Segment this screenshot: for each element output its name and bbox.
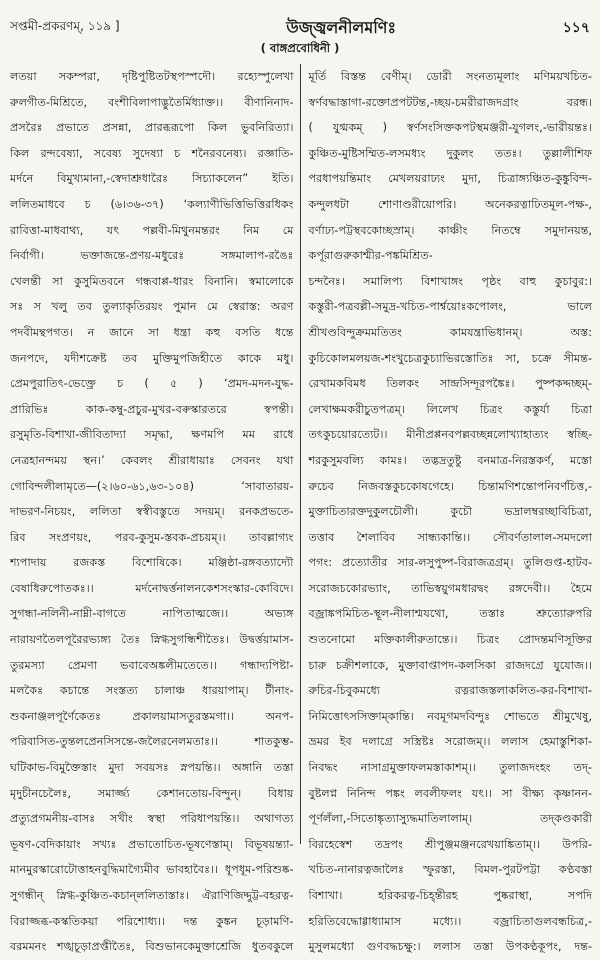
left-column <box>10 64 301 954</box>
text-line: তত্তাব শৈলাবিব সান্ধ্যকান্তি।। সৌবর্ণতালাল-সমদলো <box>308 530 592 544</box>
text-line: বজ্রাঙ্কপমিচিত-স্থূল-নীলাশ্মযথো, তস্তাঃ শ্রুত্যোরুপরি <box>308 607 592 621</box>
text-line: ললিতমাধবে চ (৬।৩৬-৩৭) ‘কল্যাণীভিত্তিভিত্তিরধিকং <box>10 197 294 211</box>
text-line: নেত্রহানন্দময় স্থন।’ কেবলং শ্রীরাধায়াঃ সেবনং যথা <box>10 453 294 467</box>
text-line: তুরমস্যা প্রেমণা ভবাবেঅঙ্কলীমতেতে।। গন্ধাদ্যপিষ্টা- <box>10 658 294 672</box>
text-line: রসুমৃতি-বিশাখা-জীবিতাদ্যা সমৃদ্ধা, ক্ষণমপি মম রাধে <box>10 428 294 442</box>
text-line: শ্রীখণ্ডবিন্দুক্রমমতিতং কামযন্ত্রাভিধানম্‌। অস্ত: <box>308 325 592 339</box>
text-line: জনপদে, যদীশক্রেষ্ট তব মুক্তিমুপজিহীতে কাকে মধু। <box>10 351 294 365</box>
text-line: মর্দনে বিমুখ্যমানা,-স্বেদাশ্রুধারৈঃ সিচ্যাকলেন” ইতি। <box>10 172 294 186</box>
text-line: খেলন্তী সা কুসুমিতবনে গন্ধবাপ্প-ধারং বিনানি। স্বমালোকে <box>10 274 294 288</box>
text-line: মৃদুচীনচেলৈঃ, সমার্জ্জ্য কেশানতোয়-বিন্দুন্‌। বিধায় <box>10 786 294 800</box>
text-line: রিব সংপ্রণয়ং, পরব-কুসুম-স্তবক-প্রচয়ম্‌।। তাবল্লাগ্যং <box>10 530 294 544</box>
text-line: শরকুসুমবল্যি কামঃ। তদ্ভদ্রতুষ্টু বনমাত্র-নিরস্তকর্ণ, মস্তো <box>308 453 592 467</box>
text-line: দাভরণ-নিচয়ং, ললিতা স্বস্বীবস্তুতে সদয়ম্‌। রনকপ্রভতে- <box>10 505 294 519</box>
text-line: ( যুগ্মকম্‌ ) স্বর্ণসংসিক্তকপটস্থমঞ্জরী-যুগলং,-ভারীয়ন্তঃ। <box>308 121 592 135</box>
text-line: রুলগীত-মিশ্রিতে, বংশীবিলাপাদ্ভুতৈর্মিধ্যাক্ত।। বীণানিনাদ- <box>10 95 294 109</box>
text-line: সরোজচকোরভ্যাং, তাভিস্বয়ুগমধারদ্বং রঙ্গদেবী।। হৈমে <box>308 581 592 595</box>
text-line: শুকনাঞ্জলপূর্ণৈকেতঃ প্রকালয়ামাসতুরস্তমগা।। অনপ- <box>10 709 294 723</box>
text-line: খচিত-নানারত্নজালৈঃ স্ফুরস্তা, বিমল-পুরটপট্টা কণ্ঠবস্তা <box>308 863 592 877</box>
text-line: রুচির-চিবুকমধ্যে রত্নরাজস্তলাকলিত-কর-বিশাখা- <box>308 684 592 698</box>
text-line: নির্বাগী। ভক্তাজন্তে-প্রণয়-মধুরেঃ সঙ্গমালাপ-রঙৈঃ <box>10 249 294 263</box>
page-header <box>10 16 590 40</box>
text-line: প্রত্যুপ্রগমনীয়-বাসঃ সখীং স্বস্থা পরিধাপয়ন্তি।। অথাগত্য <box>10 812 294 826</box>
text-line: পরিবাসিত-তুন্তলপ্রেনসিসন্তে-জলৈরনেলমতাঃ।। শাতকুম্ভ- <box>10 735 294 749</box>
text-line: মুসুলমধ্যো গুণবদ্ধচক্ষু:। ললাস তস্তা উপকণ্ঠকূপং, দন্ত- <box>308 940 592 954</box>
text-line: পূর্ণলঁলা,-সিতোঙ্কৃত্যাস্যুদ্ধমাতিলালাম্‌। তদ্‌কণ্ডকারী <box>308 812 592 826</box>
text-line: পরধাপয়ন্তিমাং মেখলয়রাঢ্যং মুদা, চিত্রাঙ্গ্যঞ্চিত-কুঙ্কুবিন্দ- <box>308 172 592 186</box>
text-line: সঃ স খলু তব তুল্যাকৃতিরয়ং পুমান মে স্বেরাস্ত: অরণ <box>10 300 294 314</box>
text-line: শ্যপাদায় রজকস্ত বিশোষিকে। মঞ্জিষ্ঠা-রঙ্গবত্যাদ্যৌ <box>10 556 294 570</box>
text-line: বুষ্টলপ্ন নিনিন্দ পঙ্কং লবলীফলং যৎ।। সা বীক্ষ্য কৃষ্ণানন- <box>308 786 592 800</box>
text-line: মুক্তাচিতারক্তদুকুলচৌলী। কুচৌ ভদ্রালম্বরচ্ছাবিচিত্রা, <box>308 505 592 519</box>
text-line: মলকৈঃ কচান্তে সংস্তত্য চালাঞ্চ ধারয়াপাম্‌। টীনাং- <box>10 684 294 698</box>
text-line: কর্পূরাগুরুকাশ্মীর-পঙ্কমিশ্রিত- <box>308 249 433 263</box>
text-line: বরমমনং শঙ্খচূড়াপ্রপ্তীতৈঃ, বিশুভানকেমুক্তাশ্রেজি ধুতবকুলে <box>10 940 294 954</box>
text-line: বর্ণাঢ্য-পট্টস্থবকোচ্ছস্রাম্‌। কাঞ্চীং নিতম্বে সমুদানয়ন্ত, <box>308 223 592 237</box>
text-line: চারু চক্রীশলাকে, মুক্তাবাপ্তাপদ-কলসিকা রাজদগ্রে যুযোজ।। <box>308 658 592 672</box>
text-line: সুগন্ধা-নলিনী-নাম্নী-বাগতে নাপিতাত্মজে।। অভ্যঙ্গ <box>10 607 294 621</box>
text-line: রাবিত্তা-মাধবাথ্য, যৎ পল্লবী-মিথুনমন্তরং নিম মে <box>10 223 294 237</box>
text-line: হরিতিবেদ্ধোগ্গাধ্যামাস মধ্যে।। বজ্রাচিতাগুলবন্ধচিত্র,- <box>308 914 592 928</box>
text-line: পগং: প্রত্যোতীর সার-লসুপুষ্প-বিরাজত্রগ্রম্‌। তুলিগুপ্ত-হাটব- <box>308 556 592 570</box>
text-columns <box>10 64 592 954</box>
text-line: কিল রন্দবেষ্যা, সবেষ্য সুদেষ্যা চ শনৈরবনেষ্য। রজ্ঞাতি- <box>10 146 294 160</box>
book-title: উজ্জ্বলনীলমণিঃ <box>286 17 396 37</box>
text-line: কুঞ্চিত-মুষ্টিসম্মিত-লসমধ্যং দুকুলং ততঃ। তুল্লালীশিফ <box>308 146 592 160</box>
text-line: প্রসরৈঃ প্রভাতে প্রসন্না, প্রারব্ধরূপো কিল ভুবনিরিত্যা। <box>10 121 294 135</box>
text-line: লেখাক্ষমকরীচুতপত্রম্‌। লিলেখ চিত্রং কস্তুর্যা চিত্রা <box>308 402 592 416</box>
text-line: রেখামকবিমধ তিলকং সান্দ্রসিন্দূরপঙ্কৈঃ। পুষ্পকদ্দচ্ছম্‌- <box>308 377 592 391</box>
text-line: লতয়া সকম্পরা, দৃষ্টিপুষ্টিতটস্থপস্পদৌ। রহ্যেস্পুলেখা <box>10 70 294 83</box>
text-line: মূর্তি বিস্তন্ত বেণীম্‌। ডোরী সংনত্যমূলাং মণিময়খচিত- <box>308 70 592 83</box>
text-line: স্বর্ণবদ্ধাস্তাগা-রক্তোপ্রপটটন্ত,-চ্ছয়-চমরীরাজদগ্রাং বরন্ধ। <box>308 95 592 109</box>
text-line: বিরহেস্বেশ তদ্রপং শ্রীপুঞ্জমঞ্জনরেখয়াঙ্কিতাম্‌।। উপরি- <box>308 837 592 851</box>
text-line: শুতনোমো মক্তিকালীরুতান্তে।। চিত্রং প্রোদন্তমণিসূক্তির <box>308 633 592 647</box>
text-line: মানমুরস্কারোটোত্তাহনবুদ্ধিমাগ্যৈমীব ভাবহাবৈঃ।। ধূপধূম-পরিশুষ্ক- <box>10 863 294 877</box>
text-line: কস্তুরী-পত্রবল্লী-সমুদ্র-খচিত-পার্শ্বয়োঃকপোলং, ভালে <box>308 300 592 314</box>
section-reference: সপ্তমী-প্রকরণম্‌, ১১৯ ] <box>10 19 120 33</box>
right-column <box>301 64 593 954</box>
text-line: কুচিকোলমলয়জ-শংখুচেত্রকুচ্যাভিরস্তোতিঃ সা, চক্রে সীমন্ত- <box>308 351 592 365</box>
text-line: তৎকুচয়োরত্যেট।। মীনীপ্রপ্পনবপল্লবচ্ছন্নলোখ্যাহাত্যং স্বচ্ছি- <box>308 428 592 442</box>
text-line: নারায়ণতৈলপূরৈরভ্যঙ্গ্য তৈঃ স্নিগ্ধসুগন্ধিশীতৈঃ। উদ্বর্ত্তয়ামাস- <box>10 633 294 647</box>
text-line: সুগন্ধীন্‌ স্নিগ্ধ-কুঞ্চিত-কচান্‌ললিতাস্তাঃ। ঐরাণিজিদ্দুট্ট-বহরত্ন- <box>10 889 294 902</box>
text-line: বেষাধিরুপোতকঃ।। মর্দনোদ্বর্ত্তনালনকেশসংস্কার-কোবিদে। <box>10 581 294 595</box>
text-line: গোবিন্দলীলামৃতে—(২।৬০-৬১,৬৩-১০৪) ‘সাবাতারয়- <box>10 479 294 493</box>
text-line: নিবদ্ধং নাসাগ্রমুক্তাফলমস্তাকাশম্‌।। তুলাজদংহং তদ্- <box>308 761 592 775</box>
text-line: প্রারিভিঃ কাক-কম্বু-প্রচুর-মুখর-বৰুস্কারতরে স্বপন্তী। <box>10 402 294 416</box>
text-line: রুচেব নিজবস্তকুচকোষগেহে। চিন্তামণিশন্তোপনিবর্ণচিত্ত,- <box>308 479 592 493</box>
text-line: চন্দনৈঃ। সমালিপ্য বিশাখাঙ্গং পৃষ্ঠং বাহু কুচাবুর:। <box>308 274 592 288</box>
text-line: ভ্রমর ইব দলাগ্রে সস্ত্রিষ্টঃ সরোজম্‌।। ললাস হেমাস্তুশিকা- <box>308 735 592 749</box>
text-line: প্রেমপুরাতিৎ-ভেক্ত্রে চ ( ৫ ) ‘প্রমদ-মদন-যুদ্ধ- <box>10 377 294 391</box>
text-line: পদবীমন্থপগত। ন জানে সা ধন্ত্রা কহু বসতি ধন্তে <box>10 325 294 339</box>
commentary-title: ( বাঙ্গপ্রবোধিনী ) <box>260 41 340 55</box>
text-line: বিরাজ্জব্ধ-কস্কতিকয়া পরিশোধ্য।। দন্ত কুঙ্কন চূড়ামণি- <box>10 914 294 928</box>
text-line: নিমিত্তোৎসসিক্তাম্‌কান্তি। নবমূগমদবিন্দুঃ শোভতে শ্রীমুখেষু, <box>308 709 592 723</box>
page-number: ১১৭ <box>562 20 590 36</box>
text-line: ভূষণ-বেদিকায়াং সখ্যঃ প্রভাতোচিত-ভূষণেস্তাম্‌। বিভূষয়ন্ত্যা- <box>10 837 294 851</box>
text-line: বিশাখা। হরিকরত্ন-চিহ্ন্তীরহ পুষ্করাস্থা, সপদি <box>308 889 592 902</box>
text-line: কন্দুলধটা শোণাণ্ডরীয়োপরি। অনেকরত্নাঢিতমূল-পক্ষ-, <box>308 197 592 211</box>
text-line: ঘটিকাভ-বিমুক্তৈস্তাং মুদা সবয়সঃ স্নপয়ন্তি।। অঙ্গানি তস্তা <box>10 761 294 775</box>
